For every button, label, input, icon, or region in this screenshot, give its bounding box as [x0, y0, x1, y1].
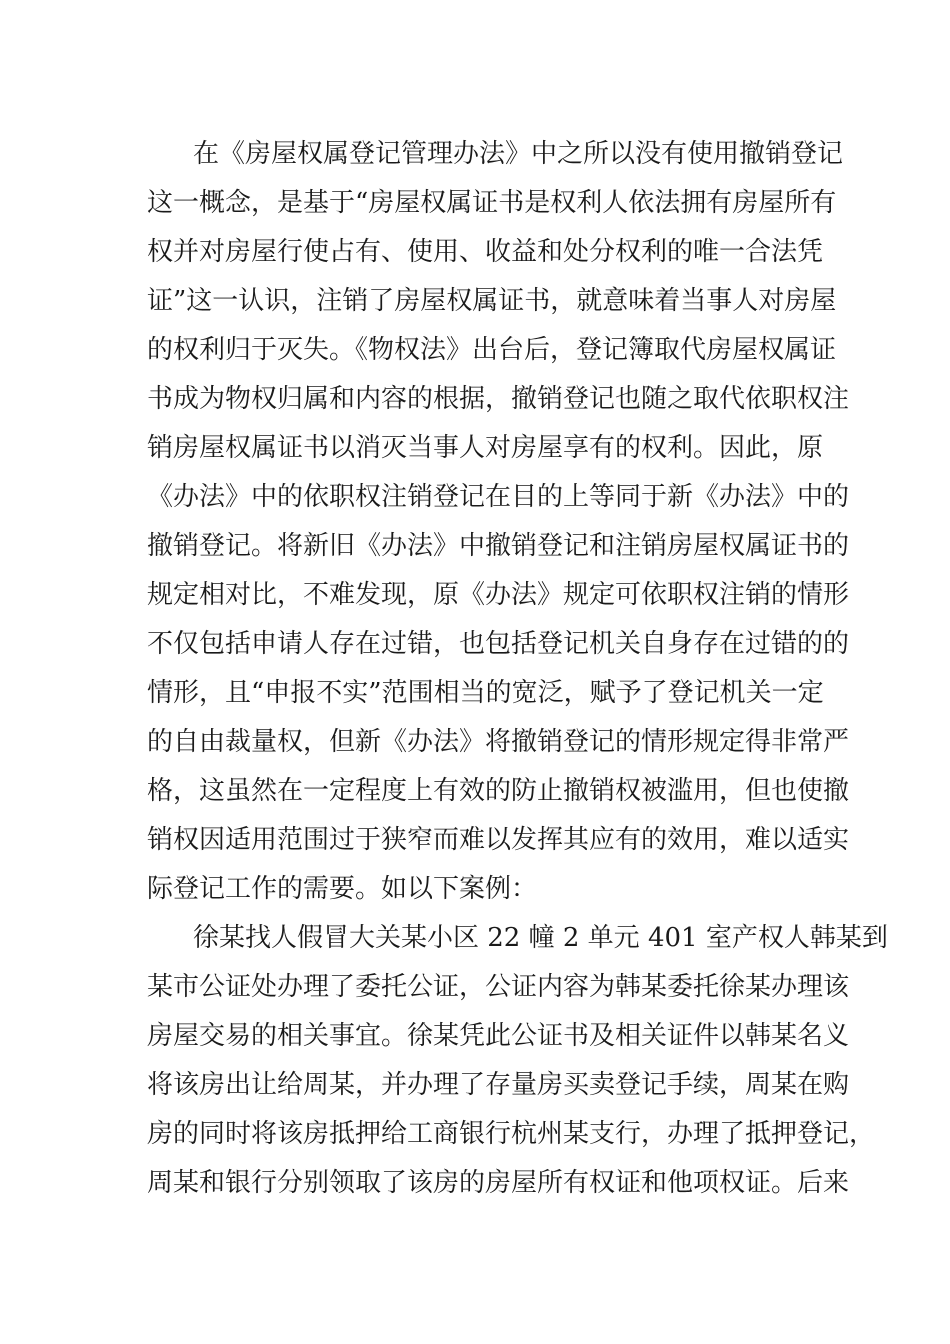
- paragraph-1-line-1: 在《房屋权属登记管理办法》中之所以没有使用撤销登记: [193, 139, 844, 169]
- paragraph-1-line-14: 格，这虽然在一定程度上有效的防止撤销权被滥用，但也使撤: [147, 776, 850, 806]
- paragraph-1-line-8: 《办法》中的依职权注销登记在目的上等同于新《办法》中的: [147, 482, 850, 512]
- paragraph-1-line-12: 情形，且“申报不实”范围相当的宽泛，赋予了登记机关一定: [147, 678, 824, 708]
- body-text: [147, 130, 888, 1208]
- paragraph-2-line-6: 周某和银行分别领取了该房的房屋所有权证和他项权证。后来: [147, 1168, 850, 1198]
- paragraph-1-line-3: 权并对房屋行使占有、使用、收益和处分权利的唯一合法凭: [147, 237, 824, 267]
- paragraph-1-line-4: 证”这一认识，注销了房屋权属证书，就意味着当事人对房屋: [147, 286, 837, 316]
- paragraph-2-line-3: 房屋交易的相关事宜。徐某凭此公证书及相关证件以韩某名义: [147, 1021, 850, 1051]
- paragraph-2-line-4: 将该房出让给周某，并办理了存量房买卖登记手续，周某在购: [147, 1070, 850, 1100]
- paragraph-1-line-10: 规定相对比，不难发现，原《办法》规定可依职权注销的情形: [147, 580, 850, 610]
- paragraph-1-line-13: 的自由裁量权，但新《办法》将撤销登记的情形规定得非常严: [147, 727, 850, 757]
- paragraph-2-line-5: 房的同时将该房抵押给工商银行杭州某支行，办理了抵押登记，: [147, 1119, 876, 1149]
- paragraph-1-line-2: 这一概念，是基于“房屋权属证书是权利人依法拥有房屋所有: [147, 188, 837, 218]
- paragraph-2-line-1: 徐某找人假冒大关某小区 22 幢 2 单元 401 室产权人韩某到: [193, 923, 888, 953]
- paragraph-1-line-5: 的权利归于灭失。《物权法》出台后，登记簿取代房屋权属证: [147, 335, 837, 365]
- paragraph-1-line-7: 销房屋权属证书以消灭当事人对房屋享有的权利。因此，原: [147, 433, 824, 463]
- paragraph-1-line-15: 销权因适用范围过于狭窄而难以发挥其应有的效用，难以适实: [147, 825, 850, 855]
- paragraph-2-line-2: 某市公证处办理了委托公证，公证内容为韩某委托徐某办理该: [147, 972, 850, 1002]
- paragraph-1-line-6: 书成为物权归属和内容的根据，撤销登记也随之取代依职权注: [147, 384, 850, 414]
- paragraph-1-line-11: 不仅包括申请人存在过错，也包括登记机关自身存在过错的的: [147, 629, 850, 659]
- paragraph-1-line-9: 撤销登记。将新旧《办法》中撤销登记和注销房屋权属证书的: [147, 531, 850, 561]
- paragraph-1-line-16: 际登记工作的需要。如以下案例：: [147, 874, 538, 904]
